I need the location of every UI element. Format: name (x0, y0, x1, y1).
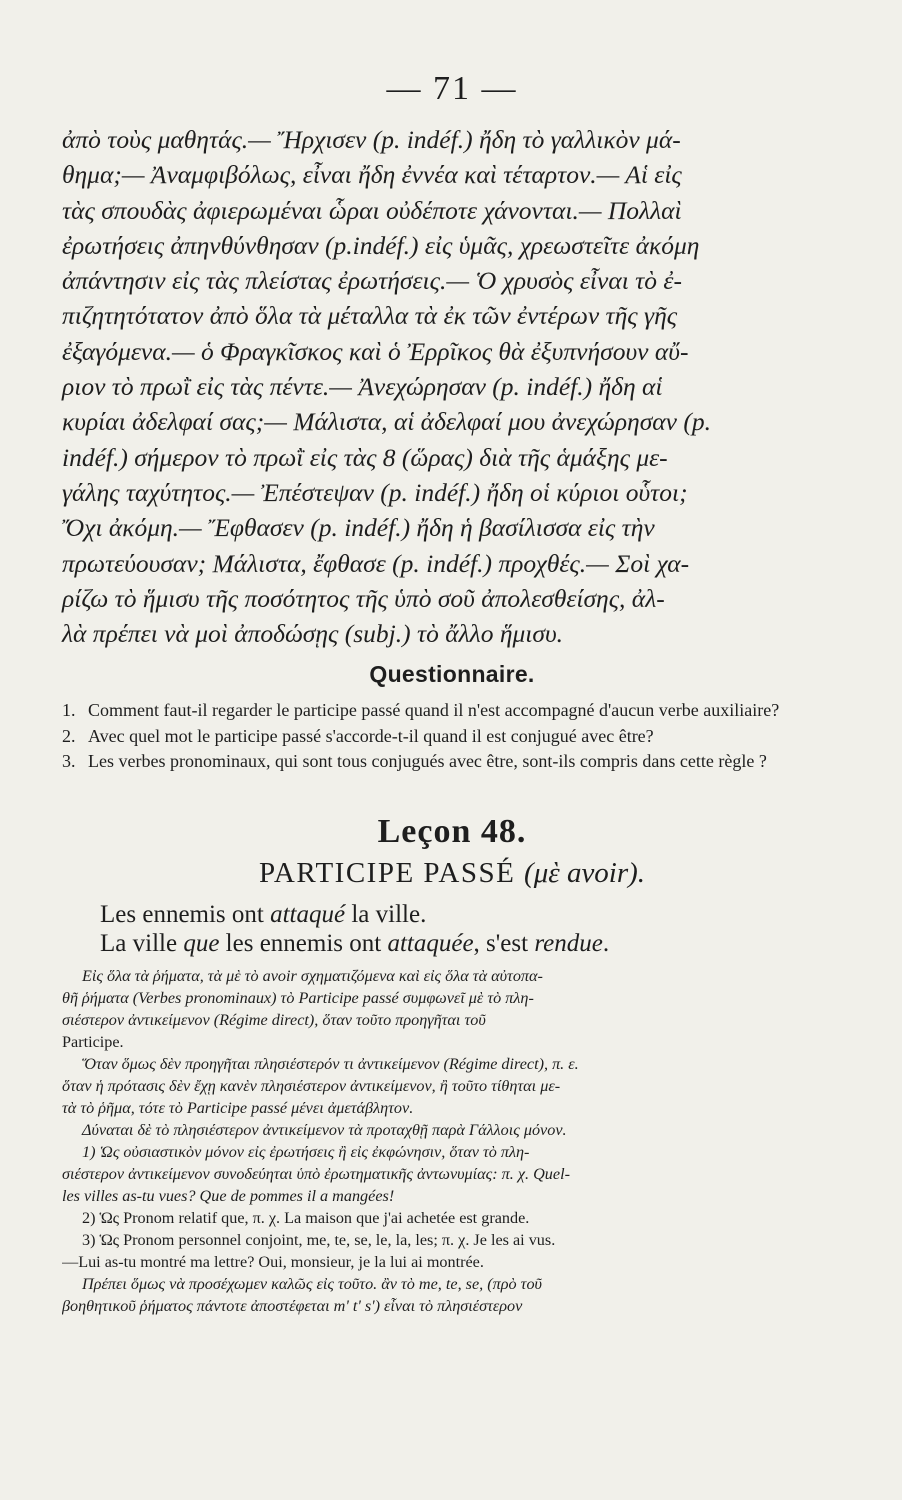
text-line: πιζητητότατον ἀπὸ ὅλα τὰ μέταλλα τὰ ἐκ τῶν ἐντέρων τῆς γῆς (62, 301, 678, 331)
question-number: 3. (62, 751, 76, 772)
text-line: ἀπάντησιν εἰς τὰς πλείστας ἐρωτήσεις.— Ὁ χρυσὸς εἶναι τὸ ἐ- (62, 266, 682, 296)
section-heading-text: PARTICIPE PASSÉ (258, 856, 516, 889)
text-line: γάλης ταχύτητος.— Ἐπέστεψαν (p. indéf.) ἤδη οἱ κύριοι οὗτοι; (62, 477, 688, 507)
rule-line: —Lui as-tu montré ma lettre? Oui, monsieur, je la lui ai montrée. (62, 1252, 484, 1271)
rule-line: les villes as-tu vues? Que de pommes il a mangées! (62, 1186, 395, 1205)
lesson-title: Leçon 48. (377, 812, 527, 850)
rule-line: Εἰς ὅλα τὰ ῥήματα, τὰ μὲ τὸ avoir σχηματιζόμενα καὶ εἰς ὅλα τὰ αὐτοπα- (82, 966, 543, 985)
text-line: ἀπὸ τοὺς μαθητάς.— Ἤρχισεν (p. indéf.) ἤδη τὸ γαλλικὸν μά- (62, 125, 681, 154)
question-item (62, 700, 842, 722)
rule-line: Ὅταν ὅμως δὲν προηγῆται πλησιέστερόν τι ἀντικείμενον (Régime direct), π. ε. (82, 1054, 579, 1073)
example-sentences (62, 900, 842, 958)
questionnaire-title: Questionnaire. (369, 661, 535, 688)
rule-line: 3) Ὡς Pronom personnel conjoint, me, te, se, le, la, les; π. χ. Je les ai vus. (82, 1230, 556, 1249)
page-number: — 71 — (386, 70, 518, 107)
rule-line: Δύναται δὲ τὸ πλησιέστερον ἀντικείμενον τὰ προταχθῇ παρὰ Γάλλοις μόνον. (82, 1120, 567, 1139)
text-line: ρίζω τὸ ἥμισυ τῆς ποσότητος τῆς ὑπὸ σοῦ ἀπολεσθείσης, ἀλ- (62, 583, 665, 613)
question-item (62, 726, 842, 748)
section-heading-note: (μὲ avoir). (524, 856, 646, 889)
rule-line: ὅταν ἡ πρότασις δὲν ἔχῃ κανὲν πλησιέστερον ἀντικείμενον, ἢ τοῦτο τίθηται με- (62, 1076, 561, 1095)
greek-exercise-paragraph (62, 122, 842, 651)
example-line (100, 929, 842, 958)
text-line: κυρίαι ἀδελφαί σας;— Μάλιστα, αἱ ἀδελφαί μου ἀνεχώρησαν (p. (62, 407, 711, 437)
rule-line: Participe. (62, 1032, 124, 1051)
rule-line: 2) Ὡς Pronom relatif que, π. χ. La maison que j'ai achetée est grande. (82, 1208, 530, 1227)
example-participle: attaqué (270, 900, 346, 928)
example-text: La ville (100, 929, 184, 957)
example-participle: attaquée (387, 929, 474, 957)
rule-line: 1) Ὡς οὐσιαστικὸν μόνον εἰς ἐρωτήσεις ἢ εἰς ἐκφώνησιν, ὅταν τὸ πλη- (82, 1142, 530, 1161)
rule-line: θῆ ῥήματα (Verbes pronominaux) τὸ Participe passé συμφωνεῖ μὲ τὸ πλη- (62, 988, 534, 1007)
question-number: 1. (62, 700, 76, 721)
questionnaire-list (62, 700, 842, 773)
text-line: θημα;— Ἀναμφιβόλως, εἶναι ἤδη ἐννέα καὶ τέταρτον.— Αἱ εἰς (62, 160, 682, 190)
question-text: Les verbes pronominaux, qui sont tous conjugués avec être, sont-ils compris dans cette règle ? (88, 751, 767, 772)
question-number: 2. (62, 725, 76, 746)
example-text: . (602, 929, 610, 957)
text-line: τὰς σπουδὰς ἀφιερωμέναι ὧραι οὐδέποτε χάνονται.— Πολλαὶ (62, 195, 682, 225)
section-heading (62, 857, 842, 890)
text-line: ἐξαγόμενα.— ὁ Φραγκῖσκος καὶ ὁ Ἐρρῖκος θὰ ἐξυπνήσουν αὔ- (62, 336, 689, 366)
rule-line: Πρέπει ὅμως νὰ προσέχωμεν καλῶς εἰς τοῦτο. ἂν τὸ me, te, se, (πρὸ τοῦ (82, 1274, 542, 1293)
example-text: les ennemis ont (219, 929, 388, 957)
rule-line: βοηθητικοῦ ῥήματος πάντοτε ἀποστέφεται m' t' s') εἶναι τὸ πλησιέστερον (62, 1296, 523, 1315)
rule-line: σιέστερον ἀντικείμενον (Régime direct), ὅταν τοῦτο προηγῆται τοῦ (62, 1010, 486, 1029)
example-line (100, 900, 842, 929)
example-text: la ville. (345, 900, 427, 928)
example-text: , s'est (473, 929, 535, 957)
question-item (62, 751, 842, 773)
text-line: Ὄχι ἀκόμη.— Ἔφθασεν (p. indéf.) ἤδη ἡ βασίλισσα εἰς τὴν (62, 513, 655, 543)
question-text: Comment faut-il regarder le participe passé quand il n'est accompagné d'aucun verbe auxiliaire? (88, 700, 780, 721)
example-relative: que (183, 929, 220, 957)
example-text: Les ennemis ont (100, 900, 271, 928)
text-line: indéf.) σήμερον τὸ πρωῒ εἰς τὰς 8 (ὥρας) διὰ τῆς ἁμάξης με- (62, 442, 668, 472)
text-line: λὰ πρέπει νὰ μοὶ ἀποδώσῃς (subj.) τὸ ἄλλο ἥμισυ. (62, 619, 564, 649)
text-line: ἐρωτήσεις ἀπηνθύνθησαν (p.indéf.) εἰς ὑμᾶς, χρεωστεῖτε ἀκόμη (62, 230, 700, 260)
text-line: πρωτεύουσαν; Μάλιστα, ἔφθασε (p. indéf.) προχθές.— Σοὶ χα- (62, 548, 690, 578)
question-text: Avec quel mot le participe passé s'accorde-t-il quand il est conjugué avec être? (88, 725, 654, 746)
grammar-rules (62, 966, 842, 1317)
text-line: ριον τὸ πρωῒ εἰς τὰς πέντε.— Ἀνεχώρησαν (p. indéf.) ἤδη αἱ (62, 372, 663, 402)
rule-line: σιέστερον ἀντικείμενον συνοδεύηται ὑπὸ ἐρωτηματικῆς ἀντωνυμίας: π. χ. Quel- (62, 1164, 570, 1183)
example-participle: rendue (534, 929, 603, 957)
rule-line: τὰ τὸ ῥῆμα, τότε τὸ Participe passé μένει ἀμετάβλητον. (62, 1098, 414, 1117)
